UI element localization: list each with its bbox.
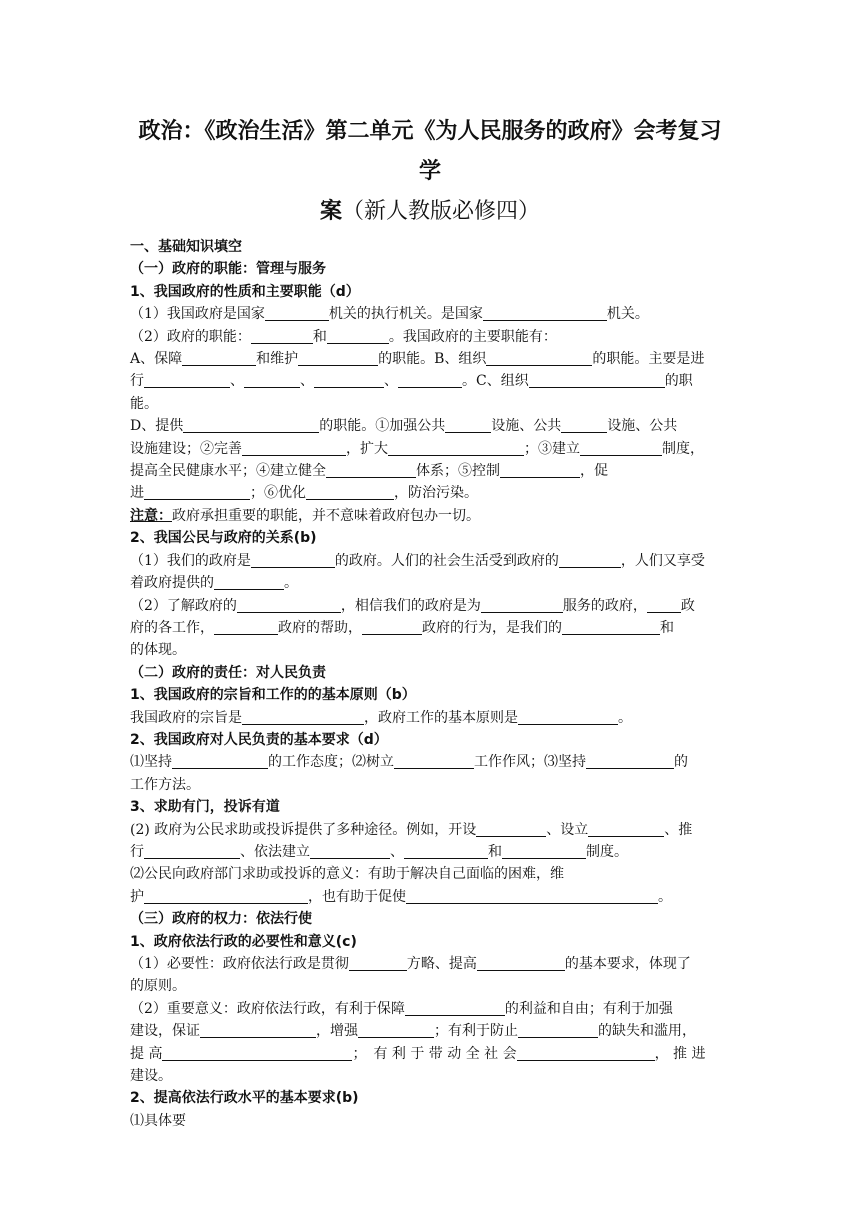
fill-blank[interactable] [144,887,308,904]
fill-blank[interactable] [406,887,658,904]
fill-blank[interactable] [182,349,256,366]
text: （2）重要意义：政府依法行政，有利于保障 [130,1000,405,1017]
text: 和 [660,619,674,636]
fill-blank[interactable] [481,596,563,613]
text: A、保障 [130,351,183,368]
text: 机关。 [606,306,649,323]
text: 进 [130,485,144,502]
fill-blank[interactable] [298,349,378,366]
text: 、 [230,373,244,390]
fill-blank[interactable] [144,371,230,388]
text: 的利益和自由；有利于加强 [504,1000,673,1017]
fill-blank[interactable] [477,954,565,971]
text: 着政府提供的 [130,575,214,592]
question-heading-r2: 2、我国政府对人民负责的基本要求（d） [130,731,388,748]
paragraph-line: ⑵公民向政府部门求助或投诉的意义：有助于解决自己面临的困难，维 [130,866,564,883]
text: 工作作风；⑶坚持 [474,754,586,771]
note-label: 注意： [130,507,172,524]
title-line-1: 政治：《政治生活》第二单元《为人民服务的政府》会考复习学 [138,119,722,184]
text: 行 [130,843,144,860]
fill-blank[interactable] [500,461,580,478]
text: 。我国政府的主要职能有： [388,328,557,345]
fill-blank[interactable] [306,483,394,500]
text: （2）政府的职能： [130,328,251,345]
paragraph-line [130,303,730,325]
text: 和 [312,328,327,345]
text: 政府的行为，是我们的 [422,619,562,636]
text: 、 [384,373,398,390]
paragraph-line: 工作方法。 [130,776,200,793]
text: 。 [658,888,672,905]
fill-blank[interactable] [518,1021,598,1038]
text: 的缺失和滥用， [598,1023,696,1040]
text: 的职能。B、组织 [378,351,487,368]
fill-blank[interactable] [562,618,660,635]
paragraph-line [130,370,730,392]
fill-blank[interactable] [588,820,664,837]
fill-blank[interactable] [404,842,488,859]
fill-blank[interactable] [502,842,586,859]
text: （1）我国政府是国家 [130,306,265,323]
paragraph-line [130,841,730,863]
text: 服务的政府， [562,597,647,614]
text: 政 [680,597,695,614]
text: 制度， [662,440,704,457]
paragraph-line [130,482,730,504]
text: ⑴坚持 [130,754,172,771]
fill-blank[interactable] [483,304,607,321]
text: 府的各工作， [130,619,214,636]
fill-blank[interactable] [517,1044,655,1061]
fill-blank[interactable] [529,371,665,388]
text: 。 [284,575,298,592]
fill-blank[interactable] [518,708,618,725]
paragraph-line [130,886,730,908]
fill-blank[interactable] [242,708,364,725]
fill-blank[interactable] [265,304,329,321]
text: ，扩大 [346,440,388,457]
fill-blank[interactable] [237,596,341,613]
text: ； 有 利 于 带 动 全 社 会 [352,1045,517,1062]
fill-blank[interactable] [172,752,268,769]
text: ，增强 [316,1023,358,1040]
section-heading-1: 一、基础知识填空 [130,239,242,255]
paragraph-line [130,550,730,572]
text: 护 [130,888,144,905]
fill-blank[interactable] [326,461,416,478]
title-line-2 [130,192,730,232]
text: 体系；⑤控制 [416,463,500,480]
text: （1）我们的政府是 [130,552,251,569]
text: 设施、公共 [607,418,678,435]
text: ，也有助于促使 [308,888,406,905]
text: 的职 [664,373,693,390]
fill-blank[interactable] [647,596,681,613]
fill-blank[interactable] [244,371,300,388]
text: 建设，保证 [130,1023,200,1040]
fill-blank[interactable] [586,752,674,769]
subsection-heading-functions: （一）政府的职能：管理与服务 [130,261,326,278]
fill-blank[interactable] [476,820,546,837]
paragraph-line [130,707,730,729]
text: 政府的帮助， [278,619,362,636]
text: ， 推 进 [654,1045,706,1062]
text: 我国政府的宗旨是 [130,709,242,726]
paragraph-line [130,415,730,437]
fill-blank[interactable] [445,416,491,433]
text: ；③建立 [524,440,580,457]
paragraph-line [130,998,730,1020]
fill-blank[interactable] [398,371,462,388]
paragraph-line [130,572,730,594]
paragraph-line [130,438,730,460]
question-heading-r3: 3、求助有门，投诉有道 [130,799,280,816]
text: 的 [674,754,688,771]
text: 的政府。人们的社会生活受到政府的 [334,552,559,569]
fill-blank[interactable] [310,842,390,859]
text: 、设立 [546,821,589,838]
paragraph-line: 的原则。 [130,978,186,995]
fill-blank[interactable] [561,416,607,433]
paragraph-line: ⑴具体要 [130,1112,186,1129]
text: 政府承担重要的职能，并不意味着政府包办一切。 [172,507,480,524]
text: （2）了解政府的 [130,597,237,614]
text: (2) 政府为公民求助或投诉提供了多种途径。例如，开设 [130,821,477,838]
text: （1）必要性：政府依法行政是贯彻 [130,956,349,972]
paragraph-line [130,1020,730,1042]
paragraph-line [130,326,730,348]
fill-blank[interactable] [486,349,592,366]
paragraph-line [130,819,730,841]
paragraph-line [130,348,730,370]
title-line-2-main: 案 [319,199,342,224]
text: 设施、公共 [491,418,562,435]
text: 制度。 [586,843,628,860]
subsection-heading-power: （三）政府的权力：依法行使 [130,911,312,928]
text: ；有利于防止 [434,1023,518,1040]
text: 、推 [664,821,693,838]
text: ，政府工作的基本原则是 [364,709,518,726]
question-heading-r1: 1、我国政府的宗旨和工作的的基本原则（b） [130,687,416,704]
paragraph-line: 的体现。 [130,642,186,659]
text: 、 [300,373,314,390]
fill-blank[interactable] [327,327,389,344]
fill-blank[interactable] [358,1021,434,1038]
question-heading-1: 1、我国政府的性质和主要职能（d） [130,283,360,300]
question-heading-p1: 1、政府依法行政的必要性和意义(c) [130,933,357,950]
fill-blank[interactable] [388,439,524,456]
text: 提高全民健康水平；④建立健全 [130,463,326,480]
text: 提 高 [130,1045,163,1062]
page-title [130,112,730,232]
text: D、提供 [130,418,184,435]
text: 和维护 [256,351,299,368]
question-heading-2: 2、我国公民与政府的关系(b) [130,530,317,547]
text: 行 [130,373,144,390]
paragraph-line [130,617,730,639]
fill-blank[interactable] [251,327,313,344]
text: ，人们又享受 [620,552,705,569]
text: 和 [488,843,502,860]
title-line-2-sub: （新人教版必修四） [342,199,541,224]
paragraph-line [130,751,730,773]
fill-blank[interactable] [162,1044,352,1061]
fill-blank[interactable] [214,573,284,590]
paragraph-line [130,1043,730,1065]
note-line [130,505,730,527]
text: 、依法建立 [240,843,310,860]
fill-blank[interactable] [200,1021,316,1038]
text: 。C、组织 [462,373,529,390]
fill-blank[interactable] [144,483,250,500]
fill-blank[interactable] [580,439,662,456]
fill-blank[interactable] [251,551,335,568]
text: ，相信我们的政府是为 [340,597,481,614]
text: 的基本要求，体现了 [564,956,691,972]
text: 方略、提高 [406,956,477,972]
text: ，防治污染。 [394,485,478,502]
subsection-heading-responsibility: （二）政府的责任：对人民负责 [130,664,326,681]
paragraph-line: 建设。 [130,1068,172,1085]
text: 机关的执行机关。是国家 [328,306,483,323]
text: 设施建设；②完善 [130,440,242,457]
fill-blank[interactable] [242,439,346,456]
paragraph-line: 能。 [130,395,158,412]
fill-blank[interactable] [394,752,474,769]
paragraph-line [130,953,730,975]
fill-blank[interactable] [214,618,278,635]
fill-blank[interactable] [559,551,621,568]
text: 、 [390,843,404,860]
text: 的职能。主要是进 [592,351,705,368]
fill-blank[interactable] [144,842,240,859]
document-page [130,112,730,1132]
fill-blank[interactable] [362,618,422,635]
text: ，促 [580,463,608,480]
fill-blank[interactable] [349,954,407,971]
text: ；⑥优化 [250,485,306,502]
fill-blank[interactable] [405,999,505,1016]
fill-blank[interactable] [183,416,319,433]
question-heading-p2: 2、提高依法行政水平的基本要求(b) [130,1090,359,1107]
paragraph-line [130,460,730,482]
text: 的工作态度；⑵树立 [268,754,394,771]
text: 。 [618,709,632,726]
fill-blank[interactable] [314,371,384,388]
text: 的职能。①加强公共 [319,418,446,435]
paragraph-line [130,595,730,617]
